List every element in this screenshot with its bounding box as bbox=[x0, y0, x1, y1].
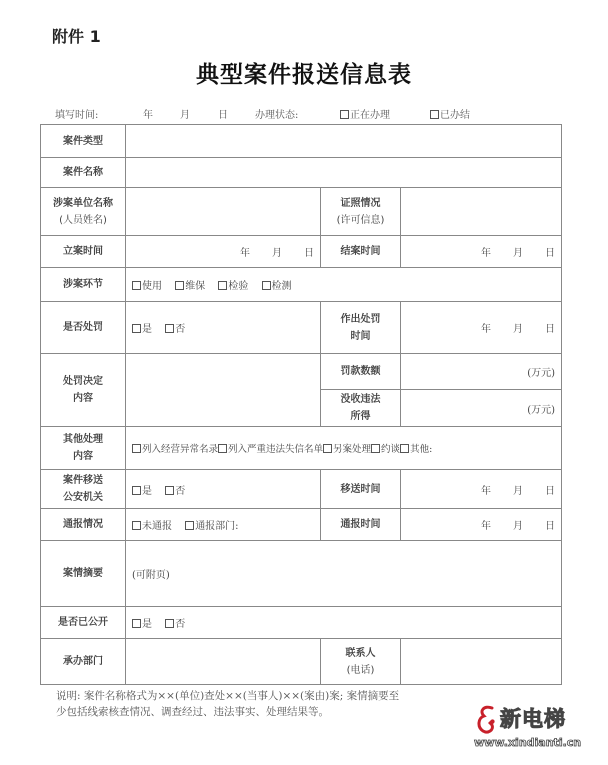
published-option-no[interactable]: 否 bbox=[165, 615, 185, 630]
fill-month[interactable]: 月 bbox=[180, 110, 190, 121]
penalty-content-field[interactable] bbox=[126, 354, 321, 427]
form-note: 说明: 案件名称格式为××(单位)查处××(当事人)××(案由)案; 案情摘要至 少包括线索核查情况、调查经过、违法事实、处理结果等。 bbox=[56, 690, 400, 718]
filing-time-field[interactable]: 年 月 日 bbox=[126, 236, 321, 268]
summary-label: 案情摘要 bbox=[41, 541, 126, 607]
department-label: 承办部门 bbox=[41, 639, 126, 685]
status-option-in-progress[interactable]: 正在办理 bbox=[340, 106, 390, 121]
checkbox-icon[interactable] bbox=[323, 444, 332, 453]
checkbox-icon[interactable] bbox=[400, 444, 409, 453]
row-fine-amount bbox=[41, 354, 562, 390]
other-option-interview[interactable]: 约谈 bbox=[371, 441, 400, 455]
unit-name-label: 涉案单位名称 (人员姓名) bbox=[41, 188, 126, 236]
notification-option-department[interactable]: 通报部门: bbox=[185, 517, 238, 532]
notification-time-label: 通报时间 bbox=[321, 509, 401, 541]
license-label: 证照情况 (许可信息) bbox=[321, 188, 401, 236]
checkbox-icon[interactable] bbox=[132, 324, 141, 333]
published-option-yes[interactable]: 是 bbox=[132, 615, 152, 630]
stage-option-inspection[interactable]: 检验 bbox=[218, 277, 248, 292]
case-type-label: 案件类型 bbox=[41, 125, 126, 158]
row-unit-license bbox=[41, 188, 562, 236]
stage-label: 涉案环节 bbox=[41, 268, 126, 302]
checkbox-icon[interactable] bbox=[132, 619, 141, 628]
fine-amount-label: 罚款数额 bbox=[321, 354, 401, 390]
other-option-blacklist[interactable]: 列入严重违法失信名单 bbox=[218, 441, 323, 455]
attachment-label: 附件 1 bbox=[52, 27, 101, 46]
notification-option-none[interactable]: 未通报 bbox=[132, 517, 172, 532]
checkbox-icon[interactable] bbox=[340, 110, 349, 119]
contact-label: 联系人 (电话) bbox=[321, 639, 401, 685]
row-stage bbox=[41, 268, 562, 302]
police-transfer-options bbox=[126, 470, 321, 509]
closing-time-label: 结案时间 bbox=[321, 236, 401, 268]
status-option-closed[interactable]: 已办结 bbox=[430, 106, 470, 121]
penalized-options bbox=[126, 302, 321, 354]
other-option-abnormal-list[interactable]: 列入经营异常名录 bbox=[132, 441, 218, 455]
row-filing-closing-time bbox=[41, 236, 562, 268]
stage-option-testing[interactable]: 检测 bbox=[262, 277, 292, 292]
transfer-time-label: 移送时间 bbox=[321, 470, 401, 509]
police-transfer-label: 案件移送 公安机关 bbox=[41, 470, 126, 509]
penalized-option-yes[interactable]: 是 bbox=[132, 320, 152, 335]
other-handling-options bbox=[126, 427, 562, 470]
stage-option-maintenance[interactable]: 维保 bbox=[175, 277, 205, 292]
confiscation-label: 没收违法 所得 bbox=[321, 390, 401, 427]
checkbox-icon[interactable] bbox=[371, 444, 380, 453]
license-field[interactable] bbox=[401, 188, 562, 236]
fill-day[interactable]: 日 bbox=[218, 110, 228, 121]
row-other-handling bbox=[41, 427, 562, 470]
brand-name: 新电梯 bbox=[500, 707, 566, 731]
other-handling-label: 其他处理 内容 bbox=[41, 427, 126, 470]
case-name-label: 案件名称 bbox=[41, 158, 126, 188]
transfer-time-field[interactable]: 年 月 日 bbox=[401, 470, 562, 509]
penalty-time-label: 作出处罚 时间 bbox=[321, 302, 401, 354]
penalty-time-field[interactable]: 年 月 日 bbox=[401, 302, 562, 354]
case-name-field[interactable] bbox=[126, 158, 562, 188]
row-department-contact bbox=[41, 639, 562, 685]
summary-hint: (可附页) bbox=[132, 570, 170, 581]
penalty-content-label: 处罚决定 内容 bbox=[41, 354, 126, 427]
row-notification bbox=[41, 509, 562, 541]
row-summary bbox=[41, 541, 562, 607]
checkbox-icon[interactable] bbox=[132, 521, 141, 530]
transfer-option-yes[interactable]: 是 bbox=[132, 482, 152, 497]
stage-option-use[interactable]: 使用 bbox=[132, 277, 162, 292]
fine-amount-field[interactable]: (万元) bbox=[401, 354, 562, 390]
department-field[interactable] bbox=[126, 639, 321, 685]
fill-year[interactable]: 年 bbox=[143, 110, 153, 121]
checkbox-icon[interactable] bbox=[165, 324, 174, 333]
status-label: 办理状态: bbox=[255, 110, 299, 121]
row-police-transfer bbox=[41, 470, 562, 509]
checkbox-icon[interactable] bbox=[132, 281, 141, 290]
checkbox-icon[interactable] bbox=[175, 281, 184, 290]
brand-logo-icon bbox=[476, 705, 500, 735]
closing-time-field[interactable]: 年 月 日 bbox=[401, 236, 562, 268]
case-report-form bbox=[40, 124, 562, 685]
checkbox-icon[interactable] bbox=[218, 444, 227, 453]
row-case-name bbox=[41, 158, 562, 188]
checkbox-icon[interactable] bbox=[185, 521, 194, 530]
unit-name-field[interactable] bbox=[126, 188, 321, 236]
row-penalized bbox=[41, 302, 562, 354]
checkbox-icon[interactable] bbox=[132, 486, 141, 495]
penalized-label: 是否处罚 bbox=[41, 302, 126, 354]
checkbox-icon[interactable] bbox=[132, 444, 141, 453]
summary-field[interactable] bbox=[126, 541, 562, 607]
brand-url: www.xindianti.cn bbox=[474, 736, 582, 749]
form-meta-row bbox=[55, 106, 555, 120]
notification-time-field[interactable]: 年 月 日 bbox=[401, 509, 562, 541]
contact-field[interactable] bbox=[401, 639, 562, 685]
stage-options bbox=[126, 268, 562, 302]
notification-label: 通报情况 bbox=[41, 509, 126, 541]
checkbox-icon[interactable] bbox=[165, 619, 174, 628]
row-case-type bbox=[41, 125, 562, 158]
checkbox-icon[interactable] bbox=[218, 281, 227, 290]
other-option-separate-case[interactable]: 另案处理 bbox=[323, 441, 371, 455]
filing-time-label: 立案时间 bbox=[41, 236, 126, 268]
other-option-other[interactable]: 其他: bbox=[400, 441, 432, 455]
published-label: 是否已公开 bbox=[41, 607, 126, 639]
notification-options bbox=[126, 509, 321, 541]
checkbox-icon[interactable] bbox=[262, 281, 271, 290]
published-options bbox=[126, 607, 562, 639]
page-title: 典型案件报送信息表 bbox=[196, 61, 412, 88]
case-type-field[interactable] bbox=[126, 125, 562, 158]
checkbox-icon[interactable] bbox=[165, 486, 174, 495]
confiscation-field[interactable]: (万元) bbox=[401, 390, 562, 427]
checkbox-icon[interactable] bbox=[430, 110, 439, 119]
watermark-logo bbox=[470, 703, 605, 758]
fill-time-label: 填写时间: bbox=[55, 110, 99, 121]
transfer-option-no[interactable]: 否 bbox=[165, 482, 185, 497]
row-published bbox=[41, 607, 562, 639]
penalized-option-no[interactable]: 否 bbox=[165, 320, 185, 335]
